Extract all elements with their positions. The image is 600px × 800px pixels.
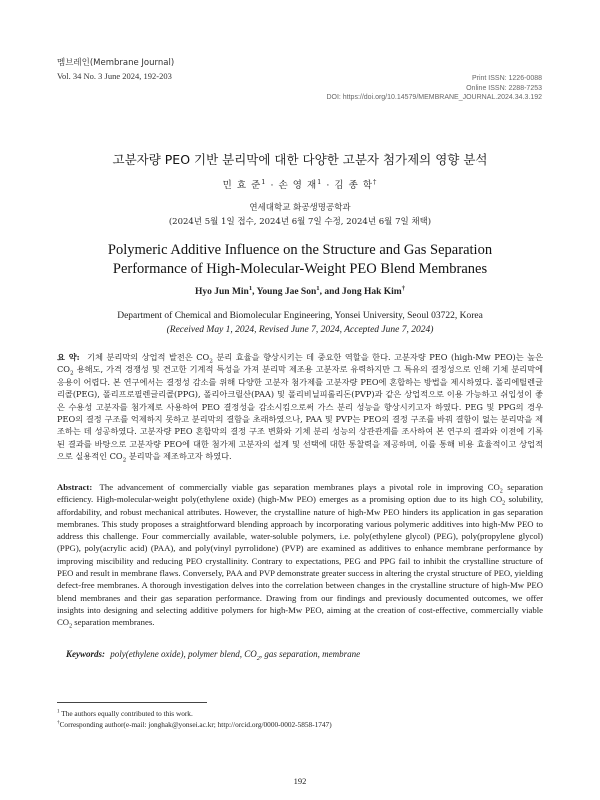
- abstract-text: 분리막을 제조하고자 하였다.: [126, 451, 232, 462]
- abstract-text: separation efficiency. High-molecular-weight poly(ethylene oxide) (high-Mw PEO) emerges as a promising option due to its high CO: [57, 482, 543, 505]
- print-issn: Print ISSN: 1226-0088: [471, 75, 542, 82]
- subscript: 2: [502, 501, 506, 508]
- english-title: Polymeric Additive Influence on the Structure and Gas Separation Performance of High-Molecular-Weight PEO Blend Membranes: [107, 242, 493, 277]
- korean-abstract: [57, 351, 543, 463]
- english-abstract: [57, 481, 543, 629]
- footnote-corresponding-author: [57, 720, 332, 729]
- author-separator: ·: [322, 180, 335, 191]
- journal-name: 멤브레인(Membrane Journal): [57, 58, 175, 68]
- online-issn: Online ISSN: 2288-7253: [466, 85, 542, 92]
- author-name: 민 효 준: [222, 180, 262, 191]
- author-name: Jong Hak Kim: [342, 287, 402, 297]
- korean-affiliation: 연세대학교 화공생명공학과: [249, 203, 351, 213]
- english-authors: [0, 284, 600, 297]
- author-name: 김 종 학: [334, 180, 373, 191]
- doi-link[interactable]: DOI: https://doi.org/10.14579/MEMBRANE_JOURNAL.2024.34.3.192: [326, 94, 542, 101]
- keywords-text: poly(ethylene oxide), polymer blend, CO: [108, 649, 257, 659]
- author-separator: ,: [252, 287, 257, 297]
- footnote-text: The authors equally contributed to this work.: [59, 709, 193, 718]
- author-mark: †: [401, 284, 406, 292]
- footnote-mark: 1: [57, 708, 60, 715]
- korean-dates: (2024년 5월 1일 접수, 2024년 6월 7일 수정, 2024년 6월 7일 채택): [168, 217, 432, 227]
- abstract-text: 기체 분리막의 상업적 발전은 CO: [83, 352, 210, 362]
- keywords: [66, 649, 544, 662]
- keywords-text: , gas separation, membrane: [259, 649, 361, 659]
- keywords-label: Keywords:: [66, 649, 105, 659]
- author-separator: , and: [319, 287, 343, 297]
- journal-volume-line: Vol. 34 No. 3 June 2024, 192-203: [57, 71, 172, 81]
- subscript: 2: [209, 358, 213, 365]
- author-name: 손 영 재: [278, 180, 318, 191]
- subscript: 2: [499, 488, 503, 495]
- author-name: Young Jae Son: [256, 287, 317, 297]
- abstract-text: The advancement of commercially viable gas separation membranes plays a pivotal role in improving CO: [95, 482, 500, 492]
- abstract-text: solubility, affordability, and robust mechanical attributes. However, the crystalline nature of high-Mw PEO hinders its application in gas separation membranes. This study proposes a straightforward blending approach by incorporating various polymeric additives into high-Mw PEO to address this challenge. Four commercially available, water-soluble polymers, i.e. poly(ethylene glycol) (PEG), poly(propylene glycol) (PPG), poly(acrylic acid) (PAA), and poly(vinyl pyrrolidone) (PVP) are examined as additives to enhance membrane performance by improving miscibility and reducing PEO crystallinity. Contrary to expectations, PEG and PPG fail to inhibit the crystalline structure of PEO and result in membrane flaws. Conversely, PAA and PVP demonstrate greater success in altering the crystal structure of PEO, yielding defect-free membranes. A thorough investigation delves into the correlation between changes in the crystalline structure of high-Mw PEO blend membranes and their gas separation performance. Drawing from our findings and previously documented outcomes, we offer insights into designing and selecting additive polymers for high-Mw PEO, aiming at the creation of cost-effective, commercially viable CO: [57, 494, 543, 628]
- subscript: 2: [256, 654, 260, 662]
- footnote-divider: [57, 702, 207, 703]
- author-name: Hyo Jun Min: [194, 287, 249, 297]
- english-dates: (Received May 1, 2024, Revised June 7, 2024, Accepted June 7, 2024): [166, 325, 434, 335]
- korean-authors: [0, 177, 600, 191]
- author-separator: ·: [266, 180, 279, 191]
- author-mark: 1: [261, 177, 267, 186]
- footnote-equal-contribution: [57, 709, 193, 718]
- subscript: 2: [69, 624, 73, 630]
- footnote-mark: †: [57, 719, 60, 726]
- abstract-text: 용해도, 가격 경쟁성 및 견고한 기계적 특성을 가져 분리막 제조용 고분자로 유력하지만 그 특유의 결정성으로 인해 기체 분리막에 응용이 어렵다. 본 연구에서는 결정성 감소를 위해 다양한 고분자 첨가제를 고분자량 PEO에 혼합하는 방법을 제시하였다. 폴리에틸렌글리콜(PEG), 폴리프로필렌글리콜(PPG), 폴리아크릴산(PAA) 및 폴리비닐피롤리돈(PVP)과 같은 상업적으로 이용 가능하고 쉬입성이 좋은 수용성 고분자를 첨가제로 사용하여 PEO 결정성을 감소시킴으로써 가스 분리 성능을 향상시키고자 하였다. PEG 및 PPG의 경우 PEO의 결정 구조를 억제하지 못하고 분리막의 결함을 초래하였으나, PAA 및 PVP는 PEO의 결정 구조를 바꿔 결함이 없는 분리막을 제조하는 데 성공하였다. 고분자량 PEO 혼합막의 결정 구조 변화와 기체 분리 성능의 상관관계를 조사하여 본 연구의 결과와 이전에 기록된 결과를 바탕으로 고분자량 PEO에 대한 첨가제 고분자의 설계 및 선택에 대한 통찰력을 제공하며, 이를 통해 비용 효율적이고 상업적으로 실용적인 CO: [57, 364, 543, 462]
- abstract-text: separation membranes.: [72, 617, 155, 628]
- english-abstract-label: Abstract:: [57, 482, 93, 492]
- footnote-text: Corresponding author(e-mail: jonghak@yonsei.ac.kr; http://orcid.org/0000-0002-5858-1747): [59, 720, 332, 729]
- subscript: 2: [69, 371, 74, 378]
- author-mark: 1: [316, 284, 320, 292]
- english-affiliation: Department of Chemical and Biomolecular Engineering, Yonsei University, Seoul 03722, Korea: [117, 311, 483, 321]
- author-mark: †: [373, 177, 378, 186]
- author-mark: 1: [248, 284, 253, 292]
- author-mark: 1: [317, 177, 323, 186]
- korean-title: 고분자량 PEO 기반 분리막에 대한 다양한 고분자 첨가제의 영향 분석: [112, 152, 488, 167]
- korean-abstract-label: 요 약:: [57, 352, 80, 362]
- subscript: 2: [122, 457, 127, 464]
- page-number: 192: [293, 776, 307, 786]
- abstract-text: 분리 효율을 향상시키는 데 중요한 역할을 한다. 고분자량 PEO (high-Mw PEO)는 높은 CO: [57, 352, 543, 375]
